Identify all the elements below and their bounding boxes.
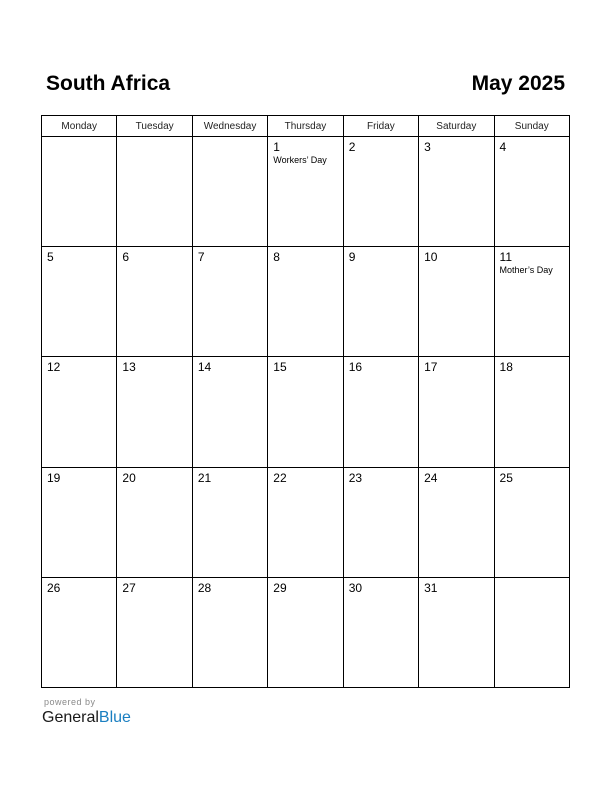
country-title: South Africa (46, 72, 171, 95)
weekday-header: Monday (42, 116, 117, 137)
day-cell (494, 357, 569, 467)
weekday-header: Sunday (494, 116, 569, 137)
day-cell (343, 357, 418, 467)
day-number: 8 (273, 250, 280, 265)
day-number (193, 137, 267, 140)
generalblue-logo (42, 708, 131, 728)
day-number: 20 (122, 470, 136, 485)
day-cell (117, 577, 192, 687)
day-cell (343, 467, 418, 577)
day-number: 9 (348, 250, 356, 265)
week-row (42, 137, 570, 247)
calendar-grid (41, 115, 570, 688)
day-number: 6 (122, 250, 130, 265)
day-number: 10 (424, 250, 438, 265)
day-cell (42, 467, 117, 577)
day-cell (494, 467, 569, 577)
day-cell (192, 357, 267, 467)
day-cell (192, 247, 267, 357)
day-number: 26 (47, 580, 61, 595)
week-row (42, 357, 570, 467)
day-number: 2 (348, 140, 356, 154)
day-number: 1 (273, 140, 280, 154)
day-number: 4 (499, 140, 507, 154)
day-number (117, 137, 191, 140)
day-number: 5 (47, 250, 54, 265)
day-cell (268, 467, 343, 577)
day-cell (268, 247, 343, 357)
day-cell (192, 137, 267, 247)
logo-general-text: General (42, 709, 99, 726)
weekday-header: Friday (343, 116, 418, 137)
day-number: 16 (348, 360, 363, 375)
day-number (42, 137, 116, 140)
day-cell (494, 247, 569, 357)
day-number: 14 (197, 360, 212, 375)
day-cell (117, 137, 192, 247)
weekday-header: Saturday (419, 116, 494, 137)
day-number (495, 578, 569, 581)
day-cell (42, 247, 117, 357)
day-cell (494, 137, 569, 247)
day-cell (192, 467, 267, 577)
day-number: 27 (122, 580, 136, 595)
day-cell (494, 577, 569, 687)
day-number: 29 (273, 580, 287, 595)
day-cell (117, 357, 192, 467)
day-number: 15 (273, 360, 287, 375)
day-cell (42, 577, 117, 687)
day-cell (419, 357, 494, 467)
holiday-label: Mother’s Day (499, 265, 553, 276)
day-number: 17 (424, 360, 438, 375)
day-number: 28 (197, 580, 212, 595)
day-number: 23 (348, 470, 363, 485)
day-cell (343, 247, 418, 357)
day-cell (117, 467, 192, 577)
day-cell (268, 577, 343, 687)
day-cell (419, 577, 494, 687)
day-cell (419, 467, 494, 577)
weekday-header-row (42, 116, 570, 137)
day-cell (117, 247, 192, 357)
day-number: 25 (499, 470, 513, 485)
day-cell (42, 137, 117, 247)
day-cell (268, 137, 343, 247)
month-title: May 2025 (471, 72, 565, 95)
day-cell (343, 137, 418, 247)
day-number: 18 (499, 360, 513, 375)
day-number: 30 (348, 580, 363, 595)
day-cell (419, 247, 494, 357)
day-number: 12 (47, 360, 61, 375)
day-cell (343, 577, 418, 687)
day-number: 24 (424, 470, 438, 485)
powered-by-label: powered by (44, 697, 96, 707)
weekday-header: Tuesday (117, 116, 192, 137)
day-number: 19 (47, 470, 61, 485)
day-number: 31 (424, 580, 438, 595)
day-number: 7 (197, 250, 205, 265)
day-number: 22 (273, 470, 287, 485)
week-row (42, 467, 570, 577)
day-number: 21 (197, 470, 212, 485)
weekday-header: Thursday (268, 116, 343, 137)
day-cell (42, 357, 117, 467)
weekday-header: Wednesday (192, 116, 267, 137)
day-number: 13 (122, 360, 136, 375)
day-cell (192, 577, 267, 687)
logo-blue-text: Blue (98, 709, 131, 726)
holiday-label: Workers’ Day (273, 155, 327, 165)
day-cell (419, 137, 494, 247)
day-number: 11 (499, 250, 512, 265)
day-number: 3 (424, 140, 431, 154)
week-row (42, 577, 570, 687)
week-row (42, 247, 570, 357)
day-cell (268, 357, 343, 467)
